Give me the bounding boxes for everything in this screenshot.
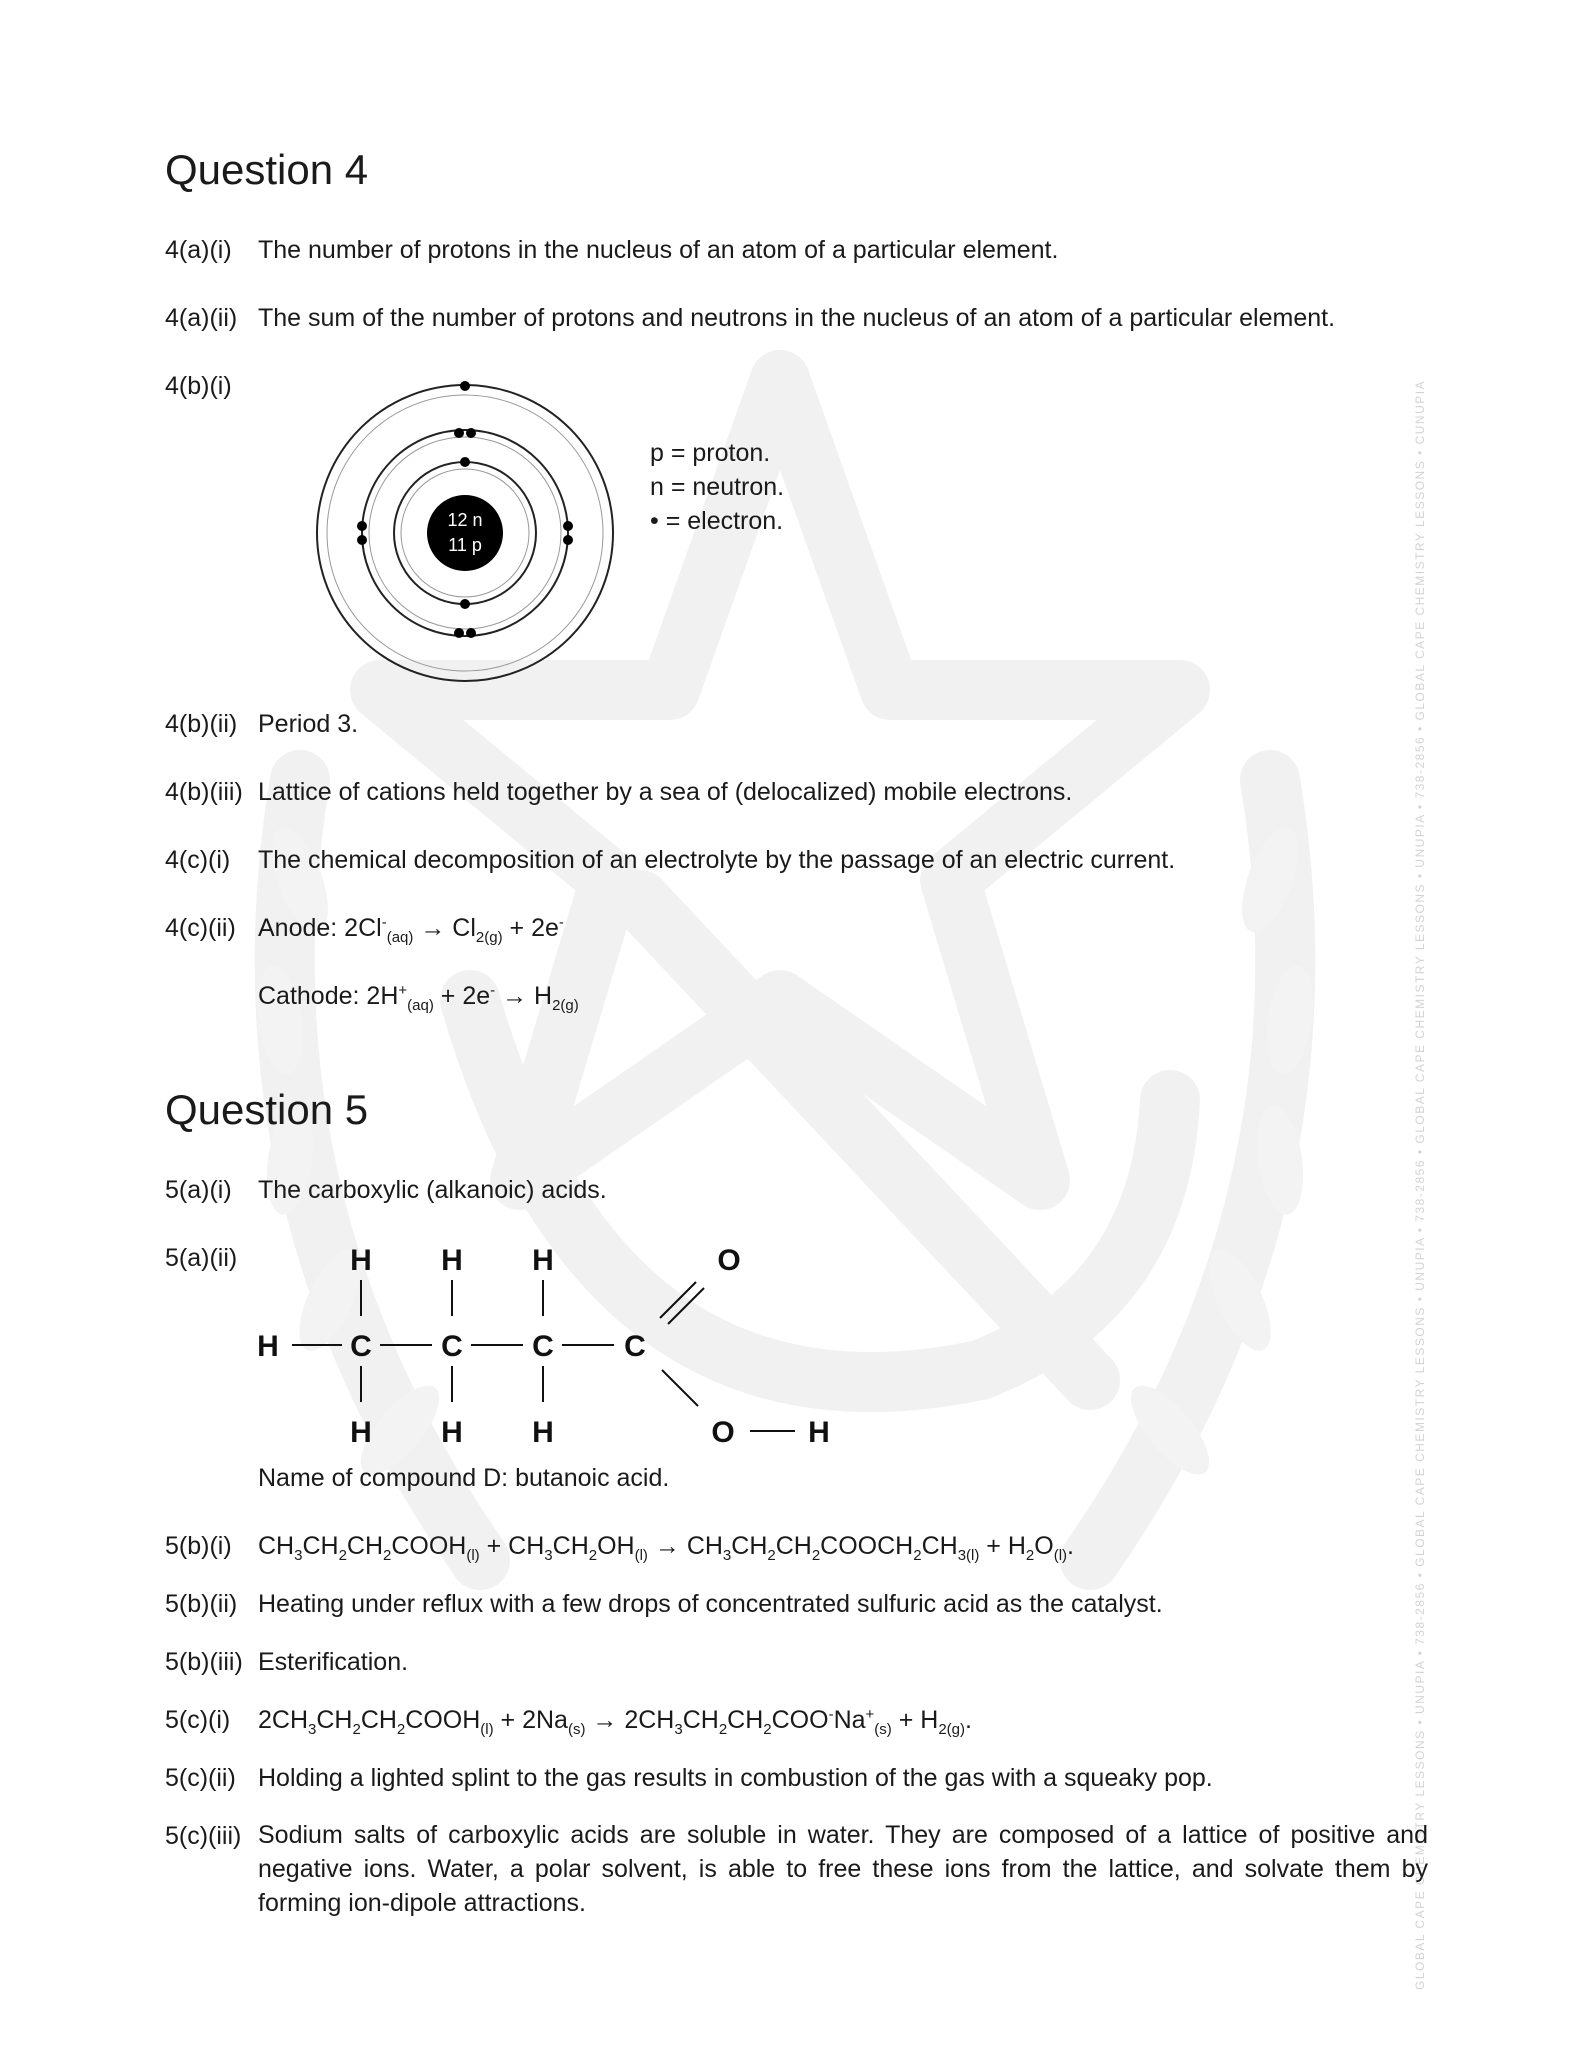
electron bbox=[454, 428, 464, 438]
q5-b-i-label: 5(b)(i) bbox=[165, 1532, 232, 1560]
bond bbox=[662, 1370, 698, 1406]
atom-h: H bbox=[441, 1244, 463, 1277]
q4-b-ii-answer: Period 3. bbox=[258, 710, 359, 738]
atom-h: H bbox=[257, 1330, 279, 1363]
electron bbox=[460, 599, 470, 609]
q4-a-i-answer: The number of protons in the nucleus of an atom of a particular element. bbox=[258, 236, 1059, 264]
electron bbox=[454, 628, 464, 638]
q5-c-i-label: 5(c)(i) bbox=[165, 1706, 231, 1734]
q5-c-ii-label: 5(c)(ii) bbox=[165, 1764, 236, 1792]
atom-o: O bbox=[717, 1244, 741, 1277]
atom-h: H bbox=[532, 1244, 554, 1277]
q4-b-ii-label: 4(b)(ii) bbox=[165, 710, 238, 738]
electron bbox=[357, 521, 367, 531]
q4-b-i-label: 4(b)(i) bbox=[165, 372, 232, 400]
question-4-title: Question 4 bbox=[165, 146, 369, 193]
sodium-atom-diagram bbox=[310, 378, 620, 688]
electron bbox=[563, 521, 573, 531]
atom-o: O bbox=[711, 1416, 735, 1449]
legend-proton: p = proton. bbox=[650, 439, 771, 467]
q4-a-i-label: 4(a)(i) bbox=[165, 236, 232, 264]
atom-c: C bbox=[441, 1330, 463, 1363]
q5-c-iii-label: 5(c)(iii) bbox=[165, 1822, 242, 1850]
nucleus-neutrons: 12 n bbox=[447, 510, 483, 530]
q5-a-ii-label: 5(a)(ii) bbox=[165, 1244, 238, 1272]
q5-c-iii-answer: Sodium salts of carboxylic acids are soluble in water. They are composed of a lattice of positive and negative ions. Water, a polar solvent, is able to free these ions from the lattice, and solvate them by forming ion-dipole attractions. bbox=[258, 1821, 1428, 1917]
q5-b-ii-answer: Heating under reflux with a few drops of concentrated sulfuric acid as the catalyst. bbox=[258, 1590, 1163, 1618]
sodium-reaction-equation: $2CH_3CH_2CH_2COOH_{(l)} + 2Na_{(s)} \to 2CH_3CH_2CH_2COO^-Na^+_{(s)} + H_{2(g)}$. bbox=[258, 1706, 972, 1738]
atom-c: C bbox=[350, 1330, 372, 1363]
butanoic-acid-structure bbox=[250, 1230, 850, 1450]
q5-a-i-label: 5(a)(i) bbox=[165, 1176, 232, 1204]
q5-b-iii-label: 5(b)(iii) bbox=[165, 1648, 243, 1676]
electron bbox=[460, 457, 470, 467]
atom-h: H bbox=[350, 1244, 372, 1277]
atom-h: H bbox=[532, 1416, 554, 1449]
q4-b-iii-answer: Lattice of cations held together by a sea of (delocalized) mobile electrons. bbox=[258, 778, 1073, 806]
anode-equation: Anode: $2Cl^-_{(aq)} \to Cl_{2(g)} + 2e^-$ bbox=[258, 914, 564, 946]
question-5-title: Question 5 bbox=[165, 1086, 369, 1133]
q4-a-ii-answer: The sum of the number of protons and neutrons in the nucleus of an atom of a particular element. bbox=[258, 304, 1336, 332]
electron bbox=[563, 535, 573, 545]
watermark-side-text: GLOBAL CAPE CHEMISTRY LESSONS • UNUPIA • 738-2856 • GLOBAL CAPE CHEMISTRY LESSONS • UNUPIA • 738-2856 • GLOBAL CAPE CHEMISTRY LESSONS • UNUPIA • 738-2856 • GLOBAL CAPE CHEMISTRY LESSONS • CUNUPIA bbox=[1413, 379, 1427, 1990]
q4-c-i-label: 4(c)(i) bbox=[165, 846, 231, 874]
atom-c: C bbox=[624, 1330, 646, 1363]
nucleus-protons: 11 p bbox=[448, 535, 482, 555]
esterification-equation: $CH_3CH_2CH_2COOH_{(l)} + CH_3CH_2OH_{(l)}$ → $CH_3CH_2CH_2COOCH_2CH_{3(l)} + H_2O_{(l)}$. bbox=[258, 1532, 1074, 1564]
electron bbox=[466, 628, 476, 638]
q4-b-iii-label: 4(b)(iii) bbox=[165, 778, 243, 806]
electron bbox=[357, 535, 367, 545]
q4-a-ii-label: 4(a)(ii) bbox=[165, 304, 238, 332]
atom-h: H bbox=[808, 1416, 830, 1449]
atom-h: H bbox=[350, 1416, 372, 1449]
atom-h: H bbox=[441, 1416, 463, 1449]
compound-d-name: Name of compound D: butanoic acid. bbox=[258, 1464, 670, 1492]
q5-b-ii-label: 5(b)(ii) bbox=[165, 1590, 238, 1618]
legend-neutron: n = neutron. bbox=[650, 473, 785, 501]
q5-b-iii-answer: Esterification. bbox=[258, 1648, 409, 1676]
electron bbox=[466, 428, 476, 438]
q4-c-i-answer: The chemical decomposition of an electrolyte by the passage of an electric current. bbox=[258, 846, 1176, 874]
legend-electron: • = electron. bbox=[650, 507, 784, 535]
atom-c: C bbox=[532, 1330, 554, 1363]
q5-a-i-answer: The carboxylic (alkanoic) acids. bbox=[258, 1176, 607, 1204]
electron bbox=[460, 381, 470, 391]
nucleus bbox=[427, 495, 503, 571]
cathode-equation: Cathode: $2H^+_{(aq)} + 2e^- \to H_{2(g)}$ bbox=[258, 982, 579, 1014]
atom-legend bbox=[650, 436, 784, 538]
q4-c-ii-label: 4(c)(ii) bbox=[165, 914, 236, 942]
q5-c-ii-answer: Holding a lighted splint to the gas results in combustion of the gas with a squeaky pop. bbox=[258, 1764, 1213, 1792]
